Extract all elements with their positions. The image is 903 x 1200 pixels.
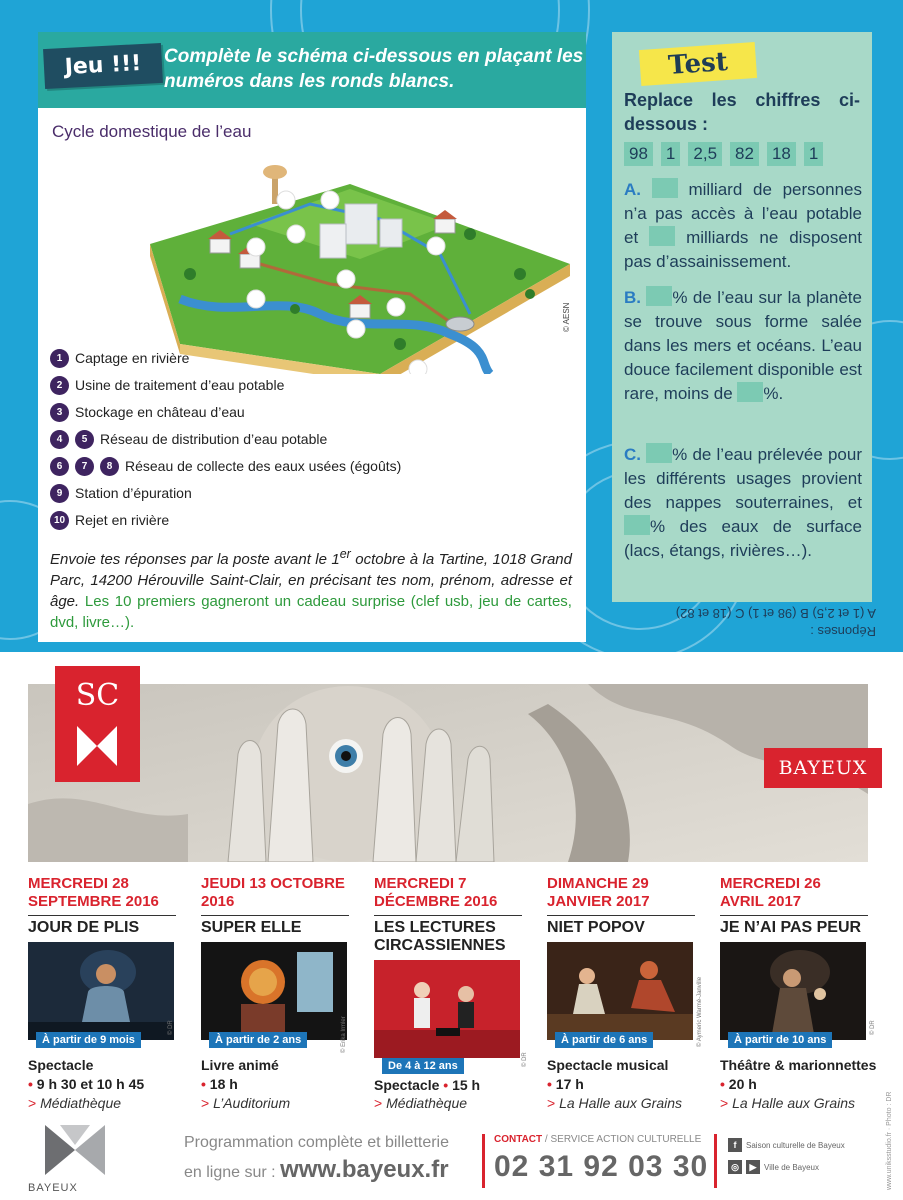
question-c — [624, 443, 862, 563]
answer-blank — [737, 382, 763, 402]
legend-label: Stockage en château d’eau — [75, 404, 245, 420]
answer-blank — [649, 226, 675, 246]
city-tag: BAYEUX — [764, 748, 882, 788]
event-time: 9 h 30 et 10 h 45 — [36, 1076, 145, 1092]
diagram-title: Cycle domestique de l’eau — [52, 122, 252, 141]
legend-number: 6 — [50, 457, 69, 476]
poster-illustration — [28, 684, 868, 862]
sc-logo-text: SC — [75, 678, 120, 713]
answer-blank — [646, 286, 672, 306]
legend-number: 8 — [100, 457, 119, 476]
event-age-badge: À partir de 6 ans — [555, 1032, 653, 1048]
footer-sup: er — [339, 547, 351, 561]
sc-logo — [55, 666, 140, 782]
event-title: JE N’AI PAS PEUR — [720, 919, 862, 936]
answers-label: Réponses : — [810, 624, 876, 639]
bayeux-logo-text: BAYEUX — [28, 1182, 78, 1194]
legend-number: 1 — [50, 349, 69, 368]
legend-number: 5 — [75, 430, 94, 449]
event-title: LES LECTURES CIRCASSIENNES — [374, 919, 506, 954]
event-photo — [720, 942, 866, 1040]
event-type: Spectacle • 9 h 30 et 10 h 45 — [28, 1057, 145, 1092]
event-card — [720, 875, 877, 1111]
event-date: JEUDI 13 OCTOBRE 2016 — [201, 875, 345, 910]
instagram-youtube-link[interactable] — [728, 1160, 819, 1174]
event-place-name: La Halle aux Grains — [559, 1095, 683, 1111]
answer-blank — [624, 515, 650, 535]
event-photo — [201, 942, 347, 1040]
number-chip: 1 — [804, 142, 823, 166]
event-age-badge: À partir de 9 mois — [36, 1032, 141, 1048]
question-letter: B. — [624, 288, 641, 307]
event-type-label: Livre animé — [201, 1057, 279, 1073]
contact-service: / SERVICE ACTION CULTURELLE — [544, 1134, 702, 1145]
number-chip: 2,5 — [688, 142, 722, 166]
event-type: Théâtre & marionnettes • 20 h — [720, 1057, 877, 1092]
event-photo — [374, 960, 520, 1058]
event-place: > L’Auditorium — [201, 1095, 291, 1111]
game-tag: Jeu !!! — [43, 43, 163, 89]
event-date: DIMANCHE 29 JANVIER 2017 — [547, 875, 650, 910]
event-type: Spectacle musical • 17 h — [547, 1057, 669, 1092]
event-place: > Médiathèque — [374, 1095, 468, 1111]
event-place: > Médiathèque — [28, 1095, 122, 1111]
legend-item — [50, 428, 327, 450]
game-footer-text — [50, 544, 572, 633]
event-photo — [547, 942, 693, 1040]
legend-number: 2 — [50, 376, 69, 395]
event-age-badge: De 4 à 12 ans — [382, 1058, 464, 1074]
event-card — [201, 875, 349, 1111]
game-header — [38, 32, 586, 108]
page-footer — [0, 1120, 903, 1200]
question-text: milliard de personnes n’a pas accès à l’eau potable et — [624, 180, 862, 247]
website-line — [184, 1156, 449, 1184]
website-prefix: en ligne sur : — [184, 1164, 276, 1181]
event-type: Livre animé • 18 h — [201, 1057, 279, 1092]
footer-text: octobre à la Tartine, 1018 Grand Parc, 14200 Hérouville Saint-Clair, en précisant tes nom, prénom, adresse et âge. — [50, 551, 572, 610]
photo-credit: © Erika Irmler — [341, 1016, 347, 1053]
quiz-tag: Test — [639, 42, 757, 86]
number-chips — [624, 142, 823, 166]
photo-credit: © Aymeric Warmé-Janville — [697, 976, 703, 1047]
legend-item — [50, 482, 192, 504]
number-chip: 18 — [767, 142, 796, 166]
answers-text: A (1 et 2,5) B (98 et 1) C (18 et 82) — [675, 606, 876, 621]
event-date: MERCREDI 26 AVRIL 2017 — [720, 875, 821, 910]
event-age-badge: À partir de 10 ans — [728, 1032, 832, 1048]
legend-label: Usine de traitement d’eau potable — [75, 377, 285, 393]
legend-item — [50, 401, 245, 423]
event-type-label: Spectacle musical — [547, 1057, 669, 1073]
event-type: Spectacle • 15 h — [374, 1077, 481, 1093]
event-card — [374, 875, 528, 1111]
question-letter: A. — [624, 180, 641, 199]
event-title: JOUR DE PLIS — [28, 919, 140, 936]
legend-label: Réseau de distribution d’eau potable — [100, 431, 328, 447]
event-place: > La Halle aux Grains — [720, 1095, 856, 1111]
question-text: % de l’eau prélevée pour les différents usages provient des nappes souterraines, et — [624, 445, 862, 512]
season-poster-image — [28, 684, 868, 862]
game-panel — [38, 32, 586, 642]
event-time: 17 h — [555, 1076, 584, 1092]
diagram-copyright: © AESN — [562, 302, 571, 332]
legend-label: Captage en rivière — [75, 350, 190, 366]
game-instruction: Complète le schéma ci-dessous en plaçant les numéros dans les ronds blancs. — [164, 46, 584, 92]
legend-label: Réseau de collecte des eaux usées (égoûts) — [125, 458, 402, 474]
event-date: MERCREDI 28 SEPTEMBRE 2016 — [28, 875, 159, 910]
side-credit: www.uniksstudio.fr · Photo : DR — [886, 1091, 893, 1190]
event-title: NIET POPOV — [547, 919, 645, 936]
question-letter: C. — [624, 445, 641, 464]
event-card — [28, 875, 176, 1111]
contact-label — [494, 1134, 701, 1145]
event-age-badge: À partir de 2 ans — [209, 1032, 307, 1048]
event-place-name: Médiathèque — [386, 1095, 468, 1111]
legend-number: 9 — [50, 484, 69, 503]
event-photo — [28, 942, 174, 1040]
answer-blank — [646, 443, 672, 463]
legend-item — [50, 455, 401, 477]
facebook-label: Saison culturelle de Bayeux — [746, 1140, 845, 1150]
question-b — [624, 286, 862, 406]
question-a — [624, 178, 862, 274]
question-text: %. — [763, 384, 784, 403]
instagram-label: Ville de Bayeux — [764, 1162, 819, 1172]
photo-credit: © DR — [870, 1020, 876, 1035]
legend-label: Station d’épuration — [75, 485, 192, 501]
number-chip: 1 — [661, 142, 680, 166]
event-place-name: La Halle aux Grains — [732, 1095, 856, 1111]
number-chip: 82 — [730, 142, 759, 166]
legend-number: 4 — [50, 430, 69, 449]
quiz-answers-upside-down — [636, 604, 876, 640]
sc-logo-mark — [55, 666, 140, 782]
event-title: SUPER ELLE — [201, 919, 302, 936]
event-time: 15 h — [452, 1077, 481, 1093]
programme-line: Programmation complète et billetterie — [184, 1134, 450, 1151]
facebook-link[interactable] — [728, 1138, 845, 1152]
legend-item — [50, 347, 189, 369]
footer-text: Envoie tes réponses par la poste avant le 1 — [50, 551, 340, 568]
legend-item — [50, 509, 169, 531]
quiz-panel — [612, 32, 872, 602]
youtube-icon: ▶ — [746, 1160, 760, 1174]
event-type-label: Théâtre & marionnettes — [720, 1057, 877, 1073]
event-date: MERCREDI 7 DÉCEMBRE 2016 — [374, 875, 498, 910]
event-place: > La Halle aux Grains — [547, 1095, 683, 1111]
footer-prize: Les 10 premiers gagneront un cadeau surprise (clef usb, jeu de cartes, dvd, livre…). — [50, 593, 572, 631]
event-time: 20 h — [728, 1076, 757, 1092]
legend-number: 10 — [50, 511, 69, 530]
instagram-icon: ◎ — [728, 1160, 742, 1174]
event-type-label: Spectacle — [374, 1077, 440, 1093]
event-card — [547, 875, 703, 1111]
bayeux-logo-icon — [40, 1120, 110, 1184]
question-text: % des eaux de surface (lacs, étangs, rivières…). — [624, 517, 862, 560]
legend-label: Rejet en rivière — [75, 512, 170, 528]
facebook-icon: f — [728, 1138, 742, 1152]
photo-credit: © DR — [522, 1052, 528, 1067]
event-time: 18 h — [209, 1076, 238, 1092]
legend-number: 3 — [50, 403, 69, 422]
photo-credit: © DR — [168, 1020, 174, 1035]
question-text: % de l’eau sur la planète se trouve sous forme salée dans les mers et océans. L’eau douce facilement disponible est rare, moins de — [624, 288, 862, 403]
event-place-name: L’Auditorium — [213, 1095, 291, 1111]
legend-number: 7 — [75, 457, 94, 476]
website-link[interactable]: www.bayeux.fr — [280, 1156, 449, 1183]
legend-item — [50, 374, 284, 396]
phone-number[interactable]: 02 31 92 03 30 — [494, 1150, 709, 1183]
quiz-instruction: Replace les chiffres ci-dessous : — [624, 90, 860, 134]
contact-title: CONTACT — [494, 1134, 543, 1145]
answer-blank — [652, 178, 678, 198]
water-cycle-diagram — [50, 144, 580, 374]
number-chip: 98 — [624, 142, 653, 166]
question-text: milliards ne disposent pas d’assainissement. — [624, 228, 862, 271]
event-type-label: Spectacle — [28, 1057, 94, 1073]
event-place-name: Médiathèque — [40, 1095, 122, 1111]
